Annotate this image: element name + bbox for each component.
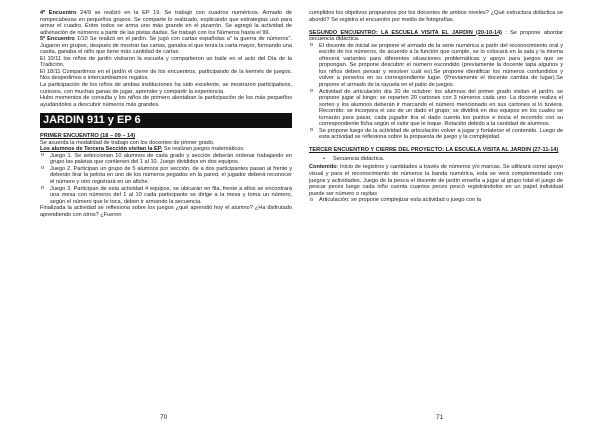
games-list xyxy=(40,153,292,205)
third-meeting-title: TERCER ENCUENTRO Y CIERRE DEL PROYECTO: LA ESCUELA VISITA AL JARDIN (27-11-14) xyxy=(309,147,559,154)
list-item: o Se propone luego de la actividad de articulación volver a jugar y fortalecer el contenido. Luego de esta actividad se reflexiona sobre la propuesta de juego y la complejidad. xyxy=(309,128,563,141)
paragraph-tradition-day: El 10/11 los niños de jardín visitaron la escuela y compartieron un baile en el acto del Día de la Tradición. xyxy=(40,55,292,69)
left-page-column xyxy=(40,10,292,218)
bullet-list xyxy=(309,156,563,163)
list-item: o Actividad de articulación día 20 de octubre: los alumnos del primer grado visitan el jardín, se propone jugar al bingo: se reparten 20 cartones con 3 números cada uno. La docente realiza el sorteo y los alumnos deberán ir marcando el número mencionado en sus cartones si lo tuviera. Recorrido: se incorpora el uso de un dado el grupo; se dividirá en dos equipos en los cuales se turnarán para pasar, cada jugador tira el dado cuenta los puntos e inicia el recorrido con su correspondiente ficha según el valor que le toque. Rotación debido a la cantidad de alumnos. xyxy=(309,89,563,128)
first-meeting-visit: Los alumnos de Tercera Sección visitan la EP. Se realizan juegos matemáticos. xyxy=(40,146,245,153)
section-heading-bar: JARDIN 911 y EP 6 xyxy=(40,113,292,128)
list-item: o Articulación: se propone complejizar esta actividad o juego con la xyxy=(309,197,563,204)
first-meeting-intro: Se acuerda la modalidad de trabajo con los docentes de primer grado. xyxy=(40,139,215,146)
page-number-left: 70 xyxy=(160,414,168,421)
articulation-list xyxy=(309,197,563,204)
second-meeting-list xyxy=(309,43,563,141)
page-number-right: 71 xyxy=(436,414,444,421)
list-item: o Juego 2. Participan un grupo de 5 alumnos por sección, de a dos participantes pasan al frente y deberán tirar la pelota en uno de los números pegados en la pared, el jugador deberá reconocer el número y otro registrará en un afiche. xyxy=(40,166,292,186)
reflection-paragraph: Finalizada la actividad se reflexiona sobre los juegos ¿qué aprendió hoy el alumno? ¿Ha disfrutado aprendiendo con otros? ¿Fueron xyxy=(40,205,292,218)
continuation-paragraph: cumplidos los objetivos propuestos por los docentes de ambos niveles? ¿Qué estructura didáctica se abordó? Se registra el encuentro por medio de fotografías. xyxy=(309,10,563,23)
paragraph-fifth-meeting: 5º Encuentro 1/10 Se realizó en el jardín. Se jugó con cartas españolas a" la guerra de números". Jugaron en grupos, después de mostrar las cartas, ganaba el que tenía la carta mayor, formando una casita, ganaba el niño que tiene más cantidad de cartas. xyxy=(40,36,293,56)
paragraph-fourth-meeting: 4º Encuentro 24/9 se realizó en la EP 19. Se trabajó con cuadros numéricos. Armado de rompecabezas en pequeños grupos. Se comparte lo realizado, explicando que estrategias usó para armar el cuadro. Entre todos se arma uno más grande en el pizarrón. Se agregó la actividad de adivinación de números a partir de las pistas dadas. Se trabajó con los Números hasta el 99. xyxy=(40,10,292,36)
list-item: o Juego 1. Se seleccionan 10 alumnos de cada grado y sección deberán ordenar trabajando en grupo las paletas que contienen del 1 al 10. Juego divididos en dos equipos. xyxy=(40,153,292,166)
second-meeting-title: SEGUNDO ENCUENTRO: LA ESCUELA VISITA EL JARDIN (20-10-14) : Se propone abordar secuencia didáctica. xyxy=(309,29,563,43)
right-page-column xyxy=(309,10,563,204)
list-item: • Secuencia didáctica. xyxy=(309,156,563,163)
list-item: o El docente de inicial se propone el armado de la serie numérica a partir del reconocimiento oral y escrito de los números, de acuerdo a la función que cumple, se lo colocará en la sala y la misma ofrecerá variantes para diferentes situaciones problemáticas y apoyo para juegos que se propongan. Se propone descubrir el número escondido (previamente la docente tapa algunos y los niños deben pensar y resolver cuál es).Se propone identificar los números confundidos y volver a ponerlos en su correspondiente lugar. (Previamente el docente cambia de lugar).Se propone el armado de la rayuela en el patio de juegos. xyxy=(309,43,563,89)
paragraph-participation: La participación de los niños de ambas instituciones ha sido excelente, se mostraron participativos, curiosos, con muchas ganas de jugar, aprender y compartir la experiencia xyxy=(40,82,292,95)
paragraph-closing-event: El 18/11 Compartimos en el jardín el cierre de los encuentros, participando de la kermés de juegos. Nos despedimos e intercambiamos regalos. xyxy=(40,68,292,82)
first-meeting-title: PRIMER ENCUENTRO (18 – 09 – 14) xyxy=(40,133,136,140)
list-item: o Juego 3. Participan de esta actividad 4 equipos, se ubicarán en fila, frente a ellos se encontrará una mesa con números del 1 al 10 cada participante se dirige a la mesa y toma un número, según el número que le toca, deben ir armando la secuencia. xyxy=(40,186,292,206)
content-paragraph: Contenido: Inicio de registros y cantidades a través de números y/o marcas. Se utilizará como apoyo visual y para el reconocimiento de números la banda numérica, esta se verá complementado con juegos y actividades. Juego de la pesca el docente de jardín enseña a jugar al grupo total el juego de pescar peces luego cada niño cuenta cuantos peces pescó registrándolos en un papel individual puede ser número o rayitas xyxy=(309,164,563,197)
paragraph-consultation: Hubo momentos de consulta y los niños de primero alentaban la participación de los más pequeños ayudándolos a descubrir números más grandes. xyxy=(40,95,292,108)
